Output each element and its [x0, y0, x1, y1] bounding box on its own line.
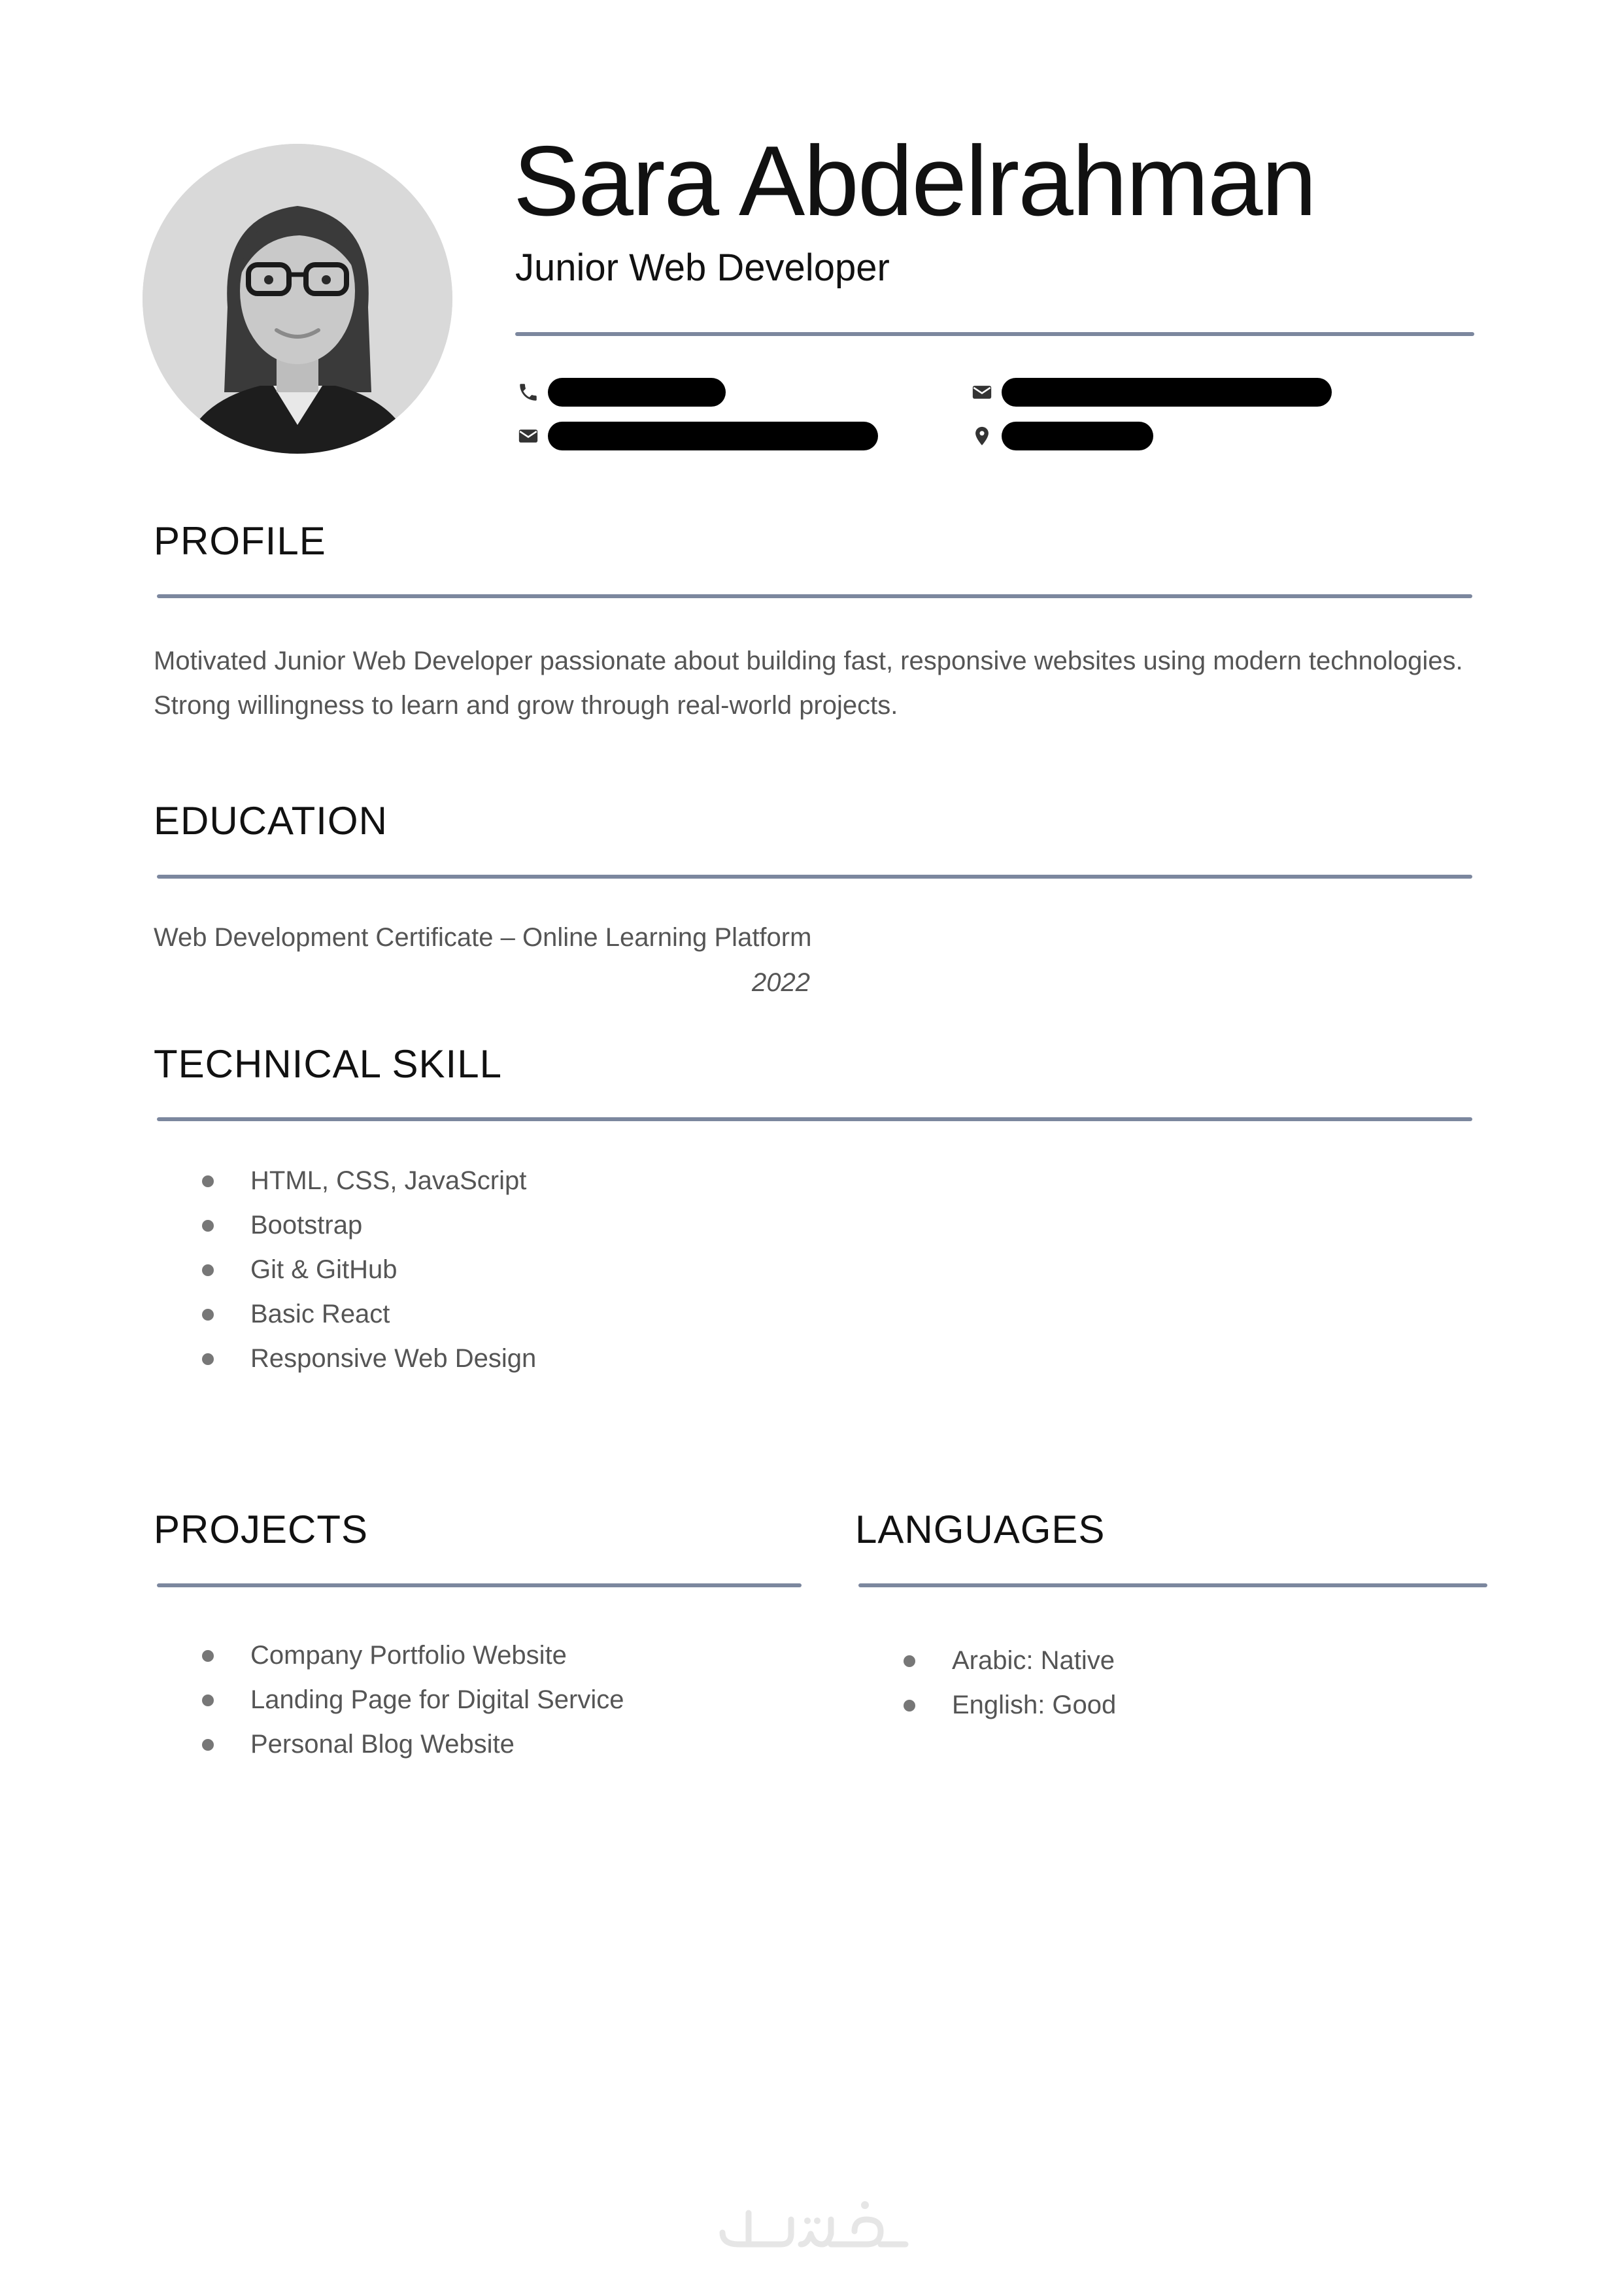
- contact-location: [969, 420, 1153, 452]
- phone-icon: [515, 379, 541, 405]
- profile-heading: PROFILE: [154, 519, 326, 563]
- skills-divider: [157, 1117, 1472, 1121]
- candidate-name: Sara Abdelrahman: [513, 126, 1316, 237]
- education-divider: [157, 875, 1472, 879]
- bullet-icon: [202, 1220, 214, 1232]
- skill-label: Git & GitHub: [250, 1255, 398, 1284]
- skill-item: [154, 1247, 536, 1292]
- profile-summary: [154, 639, 1527, 728]
- contact-phone: [515, 376, 726, 409]
- skill-item: [154, 1292, 536, 1336]
- projects-divider: [157, 1583, 802, 1587]
- redacted-phone: [548, 378, 726, 407]
- profile-divider: [157, 594, 1472, 598]
- language-label: Arabic: Native: [952, 1646, 1115, 1675]
- projects-heading: PROJECTS: [154, 1508, 369, 1551]
- project-label: Landing Page for Digital Service: [250, 1685, 624, 1714]
- portrait-image: [143, 144, 452, 454]
- bullet-icon: [202, 1264, 214, 1276]
- skill-label: Responsive Web Design: [250, 1344, 537, 1373]
- education-entry: Web Development Certificate – Online Learning Platform: [154, 923, 812, 952]
- language-item: [855, 1638, 1116, 1683]
- projects-list: [154, 1633, 624, 1766]
- redacted-location: [1002, 422, 1153, 450]
- skills-heading: TECHNICAL SKILL: [154, 1042, 502, 1086]
- languages-list: [855, 1638, 1116, 1727]
- languages-heading: LANGUAGES: [855, 1508, 1106, 1551]
- skill-label: Bootstrap: [250, 1211, 363, 1240]
- language-label: English: Good: [952, 1691, 1117, 1719]
- profile-summary-line: Strong willingness to learn and grow through real-world projects.: [154, 691, 898, 720]
- profile-photo: [143, 144, 452, 454]
- languages-divider: [858, 1583, 1487, 1587]
- bullet-icon: [904, 1655, 915, 1667]
- contact-email-1: [515, 420, 878, 452]
- bullet-icon: [202, 1175, 214, 1187]
- email-icon: [515, 423, 541, 449]
- language-item: [855, 1683, 1116, 1727]
- skills-list: [154, 1158, 536, 1381]
- education-year: 2022: [752, 968, 810, 997]
- job-title: Junior Web Developer: [515, 246, 890, 289]
- bullet-icon: [202, 1353, 214, 1365]
- skill-item: [154, 1203, 536, 1247]
- education-heading: EDUCATION: [154, 799, 388, 843]
- khamsat-watermark-logo: [709, 2193, 919, 2252]
- skill-item: [154, 1158, 536, 1203]
- project-label: Personal Blog Website: [250, 1730, 515, 1759]
- redacted-email: [1002, 378, 1332, 407]
- location-pin-icon: [969, 423, 995, 449]
- header-divider: [515, 332, 1474, 336]
- skill-label: Basic React: [250, 1300, 390, 1328]
- bullet-icon: [202, 1650, 214, 1662]
- skill-label: HTML, CSS, JavaScript: [250, 1166, 527, 1195]
- redacted-email: [548, 422, 878, 450]
- profile-summary-line: Motivated Junior Web Developer passionate about building fast, responsive websites using modern technologies.: [154, 647, 1463, 675]
- email-icon: [969, 379, 995, 405]
- contact-email-2: [969, 376, 1332, 409]
- project-item: [154, 1678, 624, 1722]
- bullet-icon: [202, 1309, 214, 1321]
- bullet-icon: [202, 1695, 214, 1706]
- project-item: [154, 1633, 624, 1678]
- bullet-icon: [904, 1700, 915, 1712]
- skill-item: [154, 1336, 536, 1381]
- project-label: Company Portfolio Website: [250, 1641, 567, 1670]
- bullet-icon: [202, 1739, 214, 1751]
- project-item: [154, 1722, 624, 1766]
